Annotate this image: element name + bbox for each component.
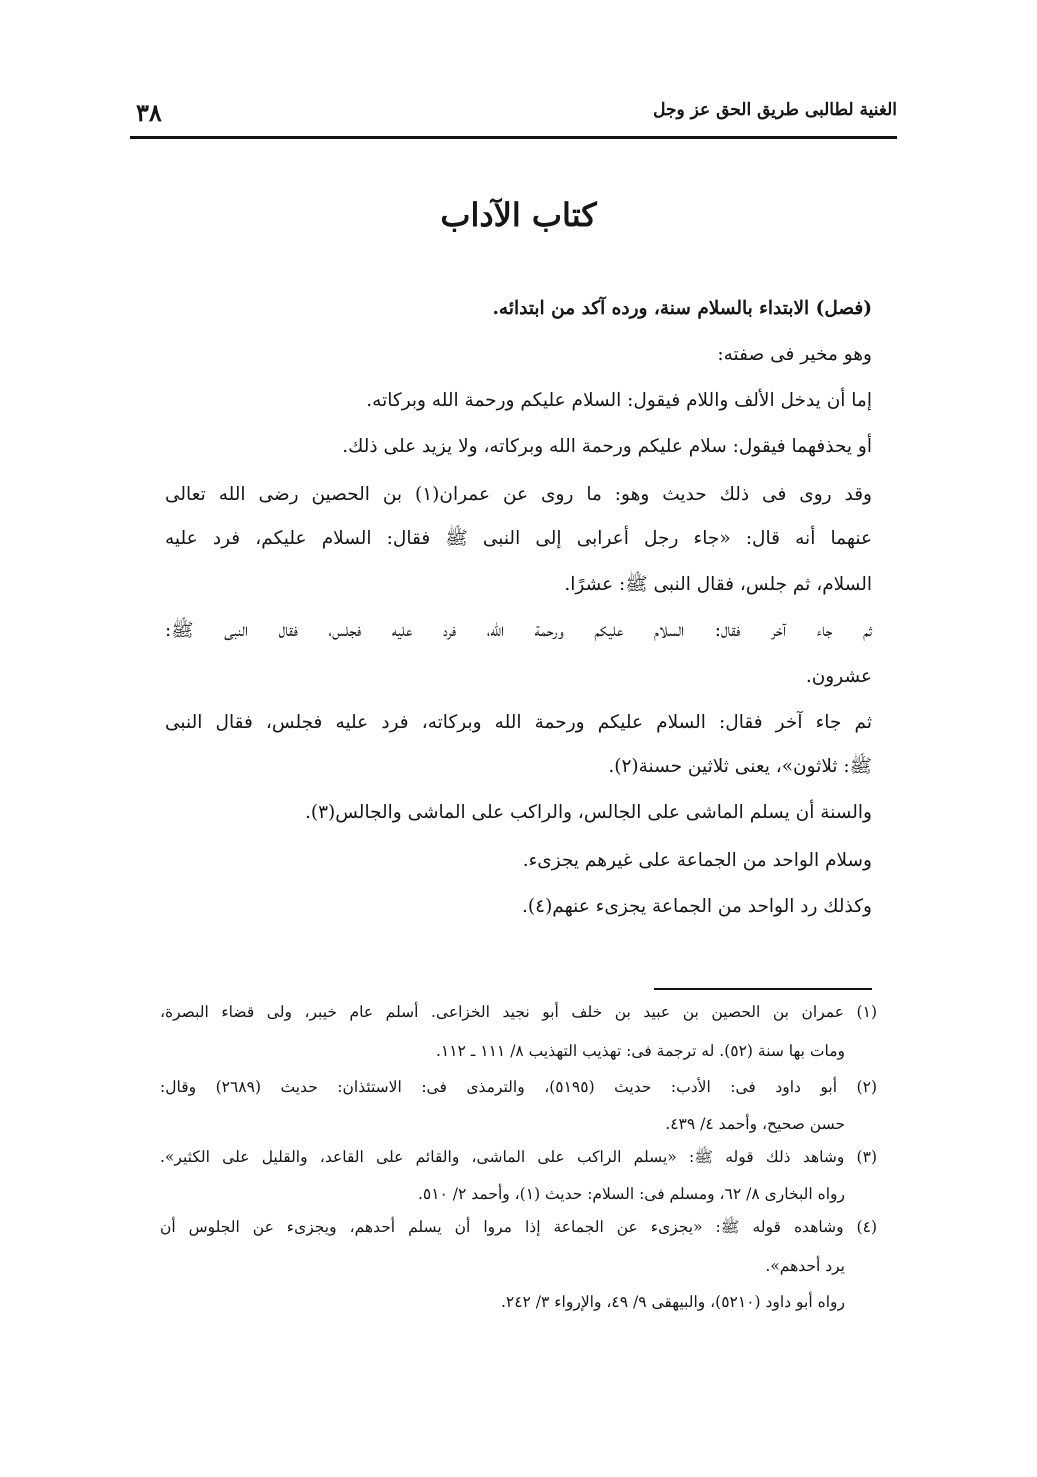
page-header (130, 96, 897, 130)
body-line: وسلام الواحد من الجماعة على غيرهم يجزىء. (522, 850, 872, 871)
chapter-title: كتاب الآداب (440, 196, 597, 234)
section-heading: (فصل) الابتداء بالسلام سنة، ورده آكد من ابتدائه. (492, 298, 872, 319)
body-line: إما أن يدخل الألف واللام فيقول: السلام عليكم ورحمة الله وبركاته. (366, 390, 872, 411)
footnote-3: (٣) وشاهد ذلك قوله ﷺ: «يسلم الراكب على الماشى، والقائم على القاعد، والقليل على الكثير». (160, 1148, 877, 1166)
footnote-rule (654, 988, 872, 990)
running-title: الغنية لطالبى طريق الحق عز وجل (653, 100, 897, 120)
body-line: أو يحذفهما فيقول: سلام عليكم ورحمة الله وبركاته، ولا يزيد على ذلك. (342, 436, 872, 457)
body-line: عنهما أنه قال: «جاء رجل أعرابى إلى النبى ﷺ فقال: السلام عليكم، فرد عليه (165, 528, 872, 549)
footnote-2: (٢) أبو داود فى: الأدب: حديث (٥١٩٥)، والترمذى فى: الاستئذان: حديث (٢٦٨٩) وقال: (160, 1078, 877, 1096)
footnote-4: (٤) وشاهده قوله ﷺ: «يجزىء عن الجماعة إذا مروا أن يسلم أحدهم، ويجزىء عن الجلوس أن (160, 1218, 877, 1236)
body-line: وكذلك رد الواحد من الجماعة يجزىء عنهم(٤). (522, 896, 872, 917)
footnote-3-cont: رواه البخارى ٨/ ٦٢، ومسلم فى: السلام: حديث (١)، وأحمد ٢/ ٥١٠. (417, 1185, 845, 1203)
footnote-2-cont: حسن صحيح، وأحمد ٤/ ٤٣٩. (665, 1115, 845, 1133)
footnote-4-cont: يرد أحدهم». (765, 1257, 845, 1275)
body-line: ثم جاء آخر فقال: السلام عليكم ورحمة الله، فرد عليه فجلس، فقال النبى ﷺ: (165, 620, 872, 641)
body-line: عشرون. (805, 666, 872, 687)
body-line: ﷺ: ثلاثون»، يعنى ثلاثين حسنة(٢). (608, 756, 872, 777)
header-rule (130, 136, 897, 139)
page-number: ٣٨ (136, 98, 162, 127)
body-line: السلام، ثم جلس، فقال النبى ﷺ: عشرًا. (564, 574, 872, 595)
footnote-4-source: رواه أبو داود (٥٢١٠)، والبيهقى ٩/ ٤٩، والإرواء ٣/ ٢٤٢. (500, 1293, 845, 1311)
body-line: والسنة أن يسلم الماشى على الجالس، والراكب على الماشى والجالس(٣). (304, 802, 872, 823)
body-line: وقد روى فى ذلك حديث وهو: ما روى عن عمران(١) بن الحصين رضى الله تعالى (165, 484, 872, 505)
body-line: وهو مخير فى صفته: (717, 344, 872, 365)
footnote-1-cont: ومات بها سنة (٥٢). له ترجمة فى: تهذيب التهذيب ٨/ ١١١ ـ ١١٢. (435, 1042, 845, 1060)
footnote-1: (١) عمران بن الحصين بن عبيد بن خلف أبو نجيد الخزاعى. أسلم عام خيبر، ولى قضاء البصرة، (160, 1003, 877, 1021)
body-line: ثم جاء آخر فقال: السلام عليكم ورحمة الله وبركاته، فرد عليه فجلس، فقال النبى (165, 712, 872, 733)
